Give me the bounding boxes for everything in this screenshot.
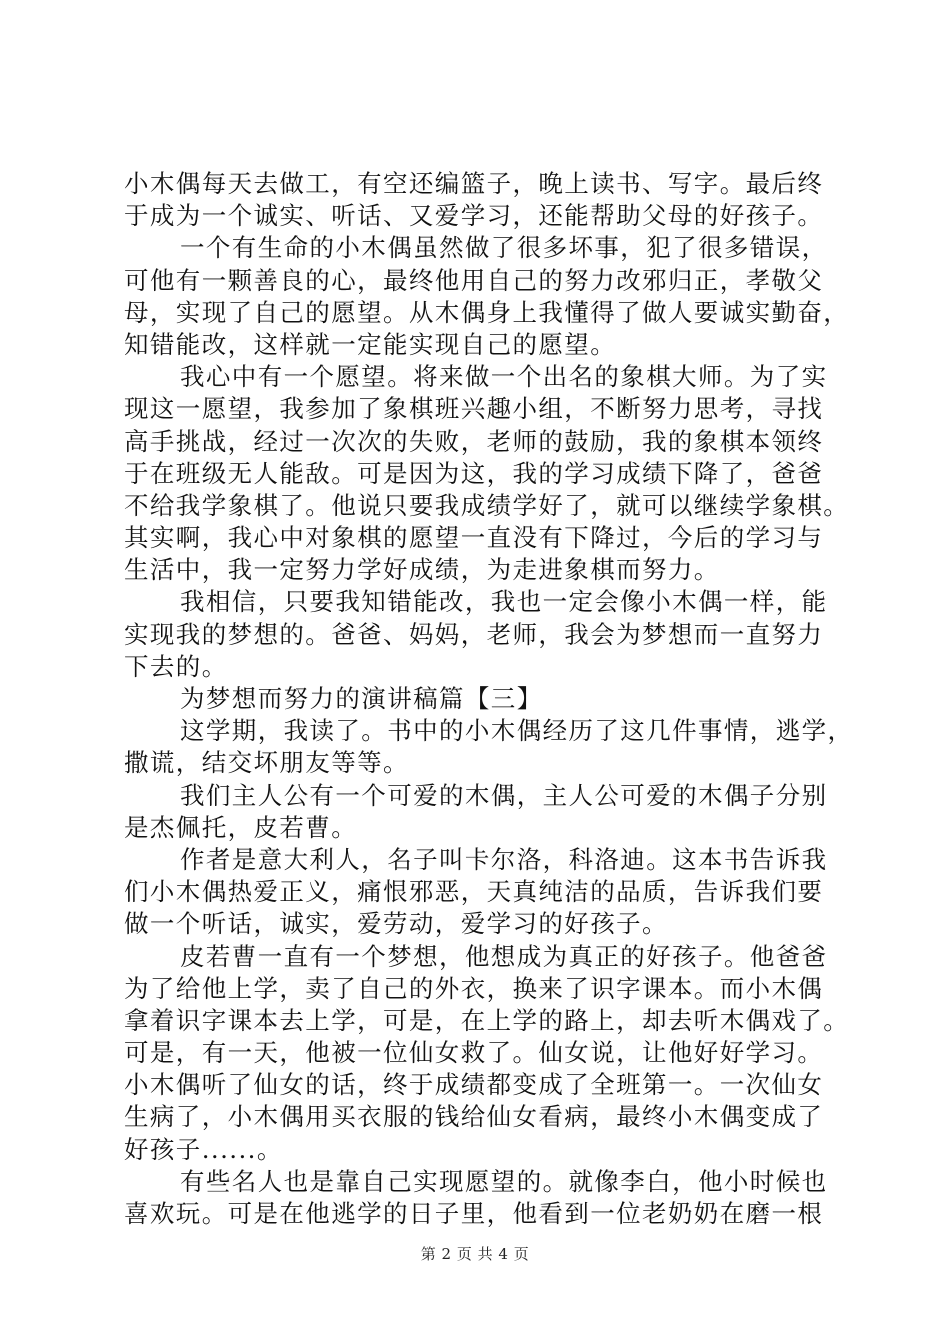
text-line: 是杰佩托，皮若曹。 xyxy=(124,812,358,842)
text-line: 实现我的梦想的。爸爸、妈妈，老师，我会为梦想而一直努力 xyxy=(124,619,824,649)
text-line: 拿着识字课本去上学，可是，在上学的路上，却去听木偶戏了。 xyxy=(124,1005,850,1035)
page-footer: 第 2 页 共 4 页 xyxy=(420,1245,530,1263)
text-line: 一个有生命的小木偶虽然做了很多坏事，犯了很多错误， xyxy=(180,233,828,263)
text-line: 小木偶听了仙女的话，终于成绩都变成了全班第一。一次仙女 xyxy=(124,1070,824,1100)
text-line: 我们主人公有一个可爱的木偶，主人公可爱的木偶子分别 xyxy=(180,780,828,810)
text-line: 现这一愿望，我参加了象棋班兴趣小组，不断努力思考，寻找 xyxy=(124,394,824,424)
text-line: 不给我学象棋了。他说只要我成绩学好了，就可以继续学象棋。 xyxy=(124,490,850,520)
text-line: 生活中，我一定努力学好成绩，为走进象棋而努力。 xyxy=(124,555,720,585)
text-line: 为了给他上学，卖了自己的外衣，换来了识字课本。而小木偶 xyxy=(124,973,824,1003)
text-line: 小木偶每天去做工，有空还编篮子，晚上读书、写字。最后终 xyxy=(124,169,824,198)
text-line: 为梦想而努力的演讲稿篇【三】 xyxy=(180,684,543,713)
text-line: 们小木偶热爱正义，痛恨邪恶，天真纯洁的品质，告诉我们要 xyxy=(124,877,824,907)
text-line: 我心中有一个愿望。将来做一个出名的象棋大师。为了实 xyxy=(180,362,828,392)
text-line: 生病了，小木偶用买衣服的钱给仙女看病，最终小木偶变成了 xyxy=(124,1102,824,1132)
document-body xyxy=(124,168,854,1230)
text-line: 皮若曹一直有一个梦想，他想成为真正的好孩子。他爸爸 xyxy=(180,941,828,971)
text-line: 下去的。 xyxy=(124,651,228,681)
text-line: 有些名人也是靠自己实现愿望的。就像李白，他小时候也 xyxy=(180,1166,828,1196)
text-line: 好孩子......。 xyxy=(124,1134,283,1164)
text-line: 作者是意大利人，名子叫卡尔洛，科洛迪。这本书告诉我 xyxy=(180,844,828,874)
text-line: 高手挑战，经过一次次的失败，老师的鼓励，我的象棋本领终 xyxy=(124,426,824,456)
text-line: 于成为一个诚实、听话、又爱学习，还能帮助父母的好孩子。 xyxy=(124,201,824,231)
text-line: 知错能改，这样就一定能实现自己的愿望。 xyxy=(124,329,617,359)
text-line: 可他有一颗善良的心，最终他用自己的努力改邪归正，孝敬父 xyxy=(124,265,824,295)
text-line: 可是，有一天，他被一位仙女救了。仙女说，让他好好学习。 xyxy=(124,1038,824,1068)
text-line: 做一个听话，诚实，爱劳动，爱学习的好孩子。 xyxy=(124,909,668,939)
text-line: 喜欢玩。可是在他逃学的日子里，他看到一位老奶奶在磨一根 xyxy=(124,1199,824,1228)
text-line: 其实啊，我心中对象棋的愿望一直没有下降过，今后的学习与 xyxy=(124,523,824,553)
text-line: 这学期，我读了。书中的小木偶经历了这几件事情，逃学， xyxy=(180,716,854,746)
text-line: 母，实现了自己的愿望。从木偶身上我懂得了做人要诚实勤奋， xyxy=(124,297,850,327)
text-line: 撒谎，结交坏朋友等等。 xyxy=(124,748,409,778)
text-line: 我相信，只要我知错能改，我也一定会像小木偶一样，能 xyxy=(180,587,828,617)
text-line: 于在班级无人能敌。可是因为这，我的学习成绩下降了，爸爸 xyxy=(124,458,824,488)
